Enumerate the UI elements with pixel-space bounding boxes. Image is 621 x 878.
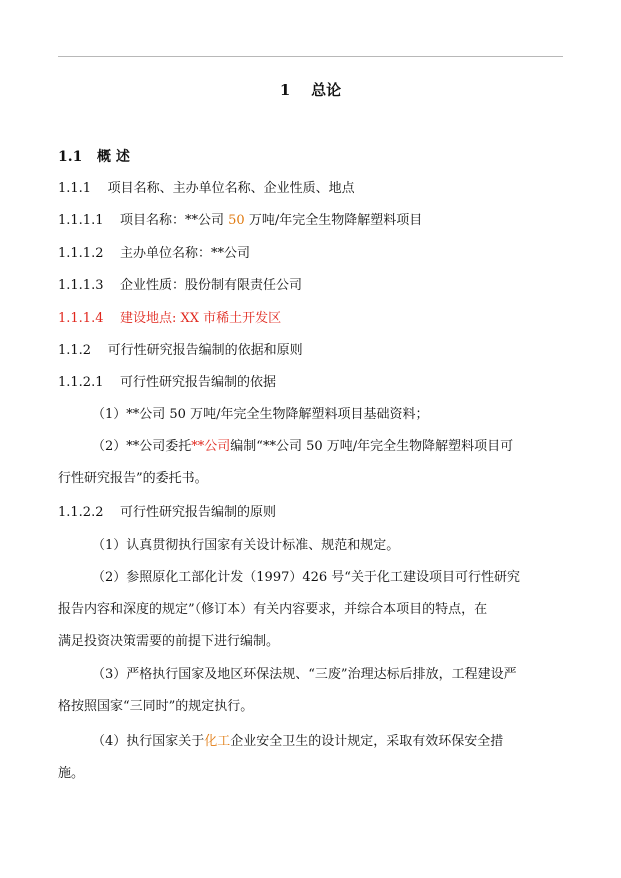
item-number: 1.1.2.2 [58, 505, 104, 520]
subsection-1-1-1 [58, 180, 355, 198]
subsection-number: 1.1.1 [58, 181, 92, 196]
item-text: 主办单位名称：**公司 [120, 246, 251, 261]
principle-2-line-3: 满足投资决策需要的前提下进行编制。 [58, 634, 280, 649]
basis-item-2-pre: （2）**公司委托 [92, 439, 192, 454]
client-highlight: **公司 [191, 439, 231, 454]
item-1-1-1-4 [58, 310, 281, 328]
item-number: 1.1.1.1 [58, 213, 104, 228]
item-text: 企业性质：股份制有限责任公司 [120, 278, 303, 293]
subsection-1-1-2 [58, 342, 303, 360]
chemical-highlight: 化工 [204, 734, 231, 749]
item-title: 可行性研究报告编制的依据 [120, 375, 277, 390]
item-label: 项目名称：**公司 [120, 213, 229, 228]
principle-4-post: 企业安全卫生的设计规定，采取有效环保安全措 [230, 734, 504, 749]
header-rule [58, 56, 563, 57]
principle-3: （3）严格执行国家及地区环保法规、“三废”治理达标后排放，工程建设严 [92, 667, 517, 682]
capacity-highlight: 50 [228, 213, 245, 228]
item-text: 建设地点: XX 市稀土开发区 [120, 311, 282, 326]
item-title: 可行性研究报告编制的原则 [120, 505, 277, 520]
item-number: 1.1.2.1 [58, 375, 104, 390]
item-1-1-2-1 [58, 374, 276, 392]
section-heading [58, 148, 130, 166]
item-number: 1.1.1.4 [58, 311, 104, 326]
item-1-1-1-3 [58, 277, 302, 295]
basis-item-2-post: 编制“**公司 50 万吨/年完全生物降解塑料项目可 [230, 439, 514, 454]
item-rest: 万吨/年完全生物降解塑料项目 [244, 213, 423, 228]
item-1-1-2-2 [58, 504, 276, 522]
item-1-1-1-2 [58, 245, 250, 263]
basis-item-1: （1）**公司 50 万吨/年完全生物降解塑料项目基础资料； [92, 407, 429, 422]
item-number: 1.1.1.3 [58, 278, 104, 293]
basis-item-2 [92, 438, 513, 456]
chapter-number: 1 [279, 81, 291, 99]
section-title: 概 述 [96, 149, 130, 165]
subsection-title: 可行性研究报告编制的依据和原则 [107, 343, 303, 358]
principle-2-line-2: 报告内容和深度的规定”（修订本）有关内容要求，并综合本项目的特点，在 [58, 602, 488, 617]
subsection-title: 项目名称、主办单位名称、企业性质、地点 [107, 181, 355, 196]
principle-4 [92, 733, 503, 751]
principle-3-line-2: 格按照国家“三同时”的规定执行。 [58, 699, 254, 714]
principle-4-line-2: 施。 [58, 766, 85, 781]
section-number: 1.1 [58, 149, 83, 165]
principle-2: （2）参照原化工部化计发（1997）426 号“关于化工建设项目可行性研究 [92, 570, 520, 585]
subsection-number: 1.1.2 [58, 343, 92, 358]
item-1-1-1-1 [58, 212, 422, 230]
chapter-heading [0, 80, 621, 100]
principle-4-pre: （4）执行国家关于 [92, 734, 205, 749]
item-number: 1.1.1.2 [58, 246, 104, 261]
principle-1: （1）认真贯彻执行国家有关设计标准、规范和规定。 [92, 538, 400, 553]
basis-item-2-continued: 行性研究报告”的委托书。 [58, 471, 208, 486]
chapter-title: 总论 [311, 81, 342, 99]
